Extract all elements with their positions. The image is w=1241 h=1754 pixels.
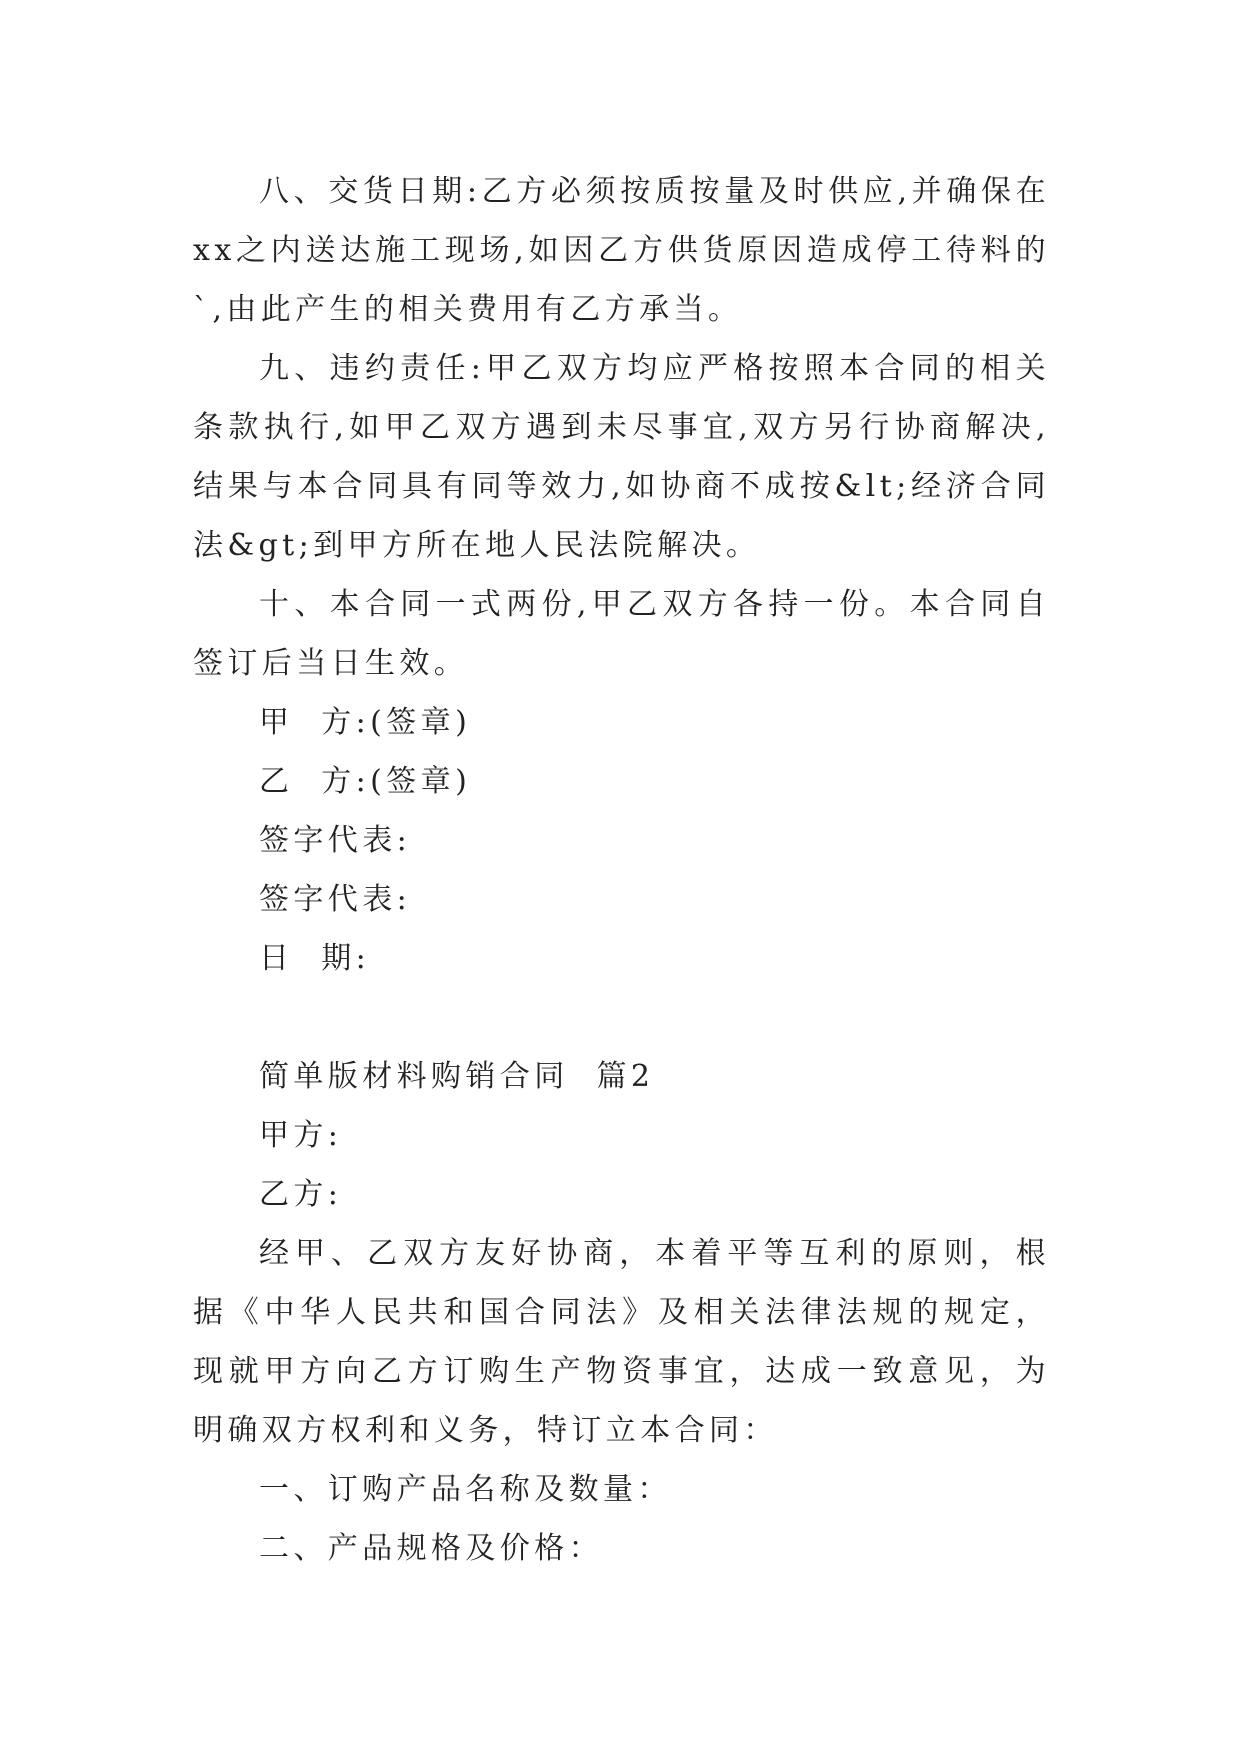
sign-party-a: 甲 方:(签章) [259, 705, 472, 740]
section-10-copies-effective: 十、本合同一式两份,甲乙双方各持一份。本合同自签订后当日生效。 [193, 587, 1050, 681]
section-9-breach-liability: 九、违约责任:甲乙双方均应严格按照本合同的相关条款执行,如甲乙双方遇到未尽事宜,双方另行协商解决,结果与本合同具有同等效力,如协商不成按&lt;经济合同法&gt;到甲方所在地人民法院解决。 [193, 351, 1050, 563]
contract-2-party-b: 乙方: [259, 1177, 343, 1212]
contract-2-item-2: 二、产品规格及价格： [259, 1531, 603, 1566]
section-spacer [193, 988, 1050, 1047]
contract-2-item-1: 一、订购产品名称及数量： [259, 1472, 672, 1507]
sign-date: 日 期: [259, 941, 371, 976]
sign-party-b: 乙 方:(签章) [259, 764, 472, 799]
sign-representative-2: 签字代表: [259, 882, 412, 917]
document-page [193, 162, 1050, 1578]
contract-2-party-a: 甲方: [259, 1118, 343, 1153]
contract-2-preamble: 经甲、乙双方友好协商，本着平等互利的原则，根据《中华人民共和国合同法》及相关法律法规的规定，现就甲方向乙方订购生产物资事宜，达成一致意见，为明确双方权利和义务，特订立本合同： [193, 1236, 1050, 1448]
sign-representative-1: 签字代表: [259, 823, 412, 858]
contract-2-title: 简单版材料购销合同 篇2 [259, 1059, 655, 1094]
section-8-delivery-date: 八、交货日期:乙方必须按质按量及时供应,并确保在xx之内送达施工现场,如因乙方供货原因造成停工待料的`,由此产生的相关费用有乙方承当。 [193, 174, 1050, 327]
